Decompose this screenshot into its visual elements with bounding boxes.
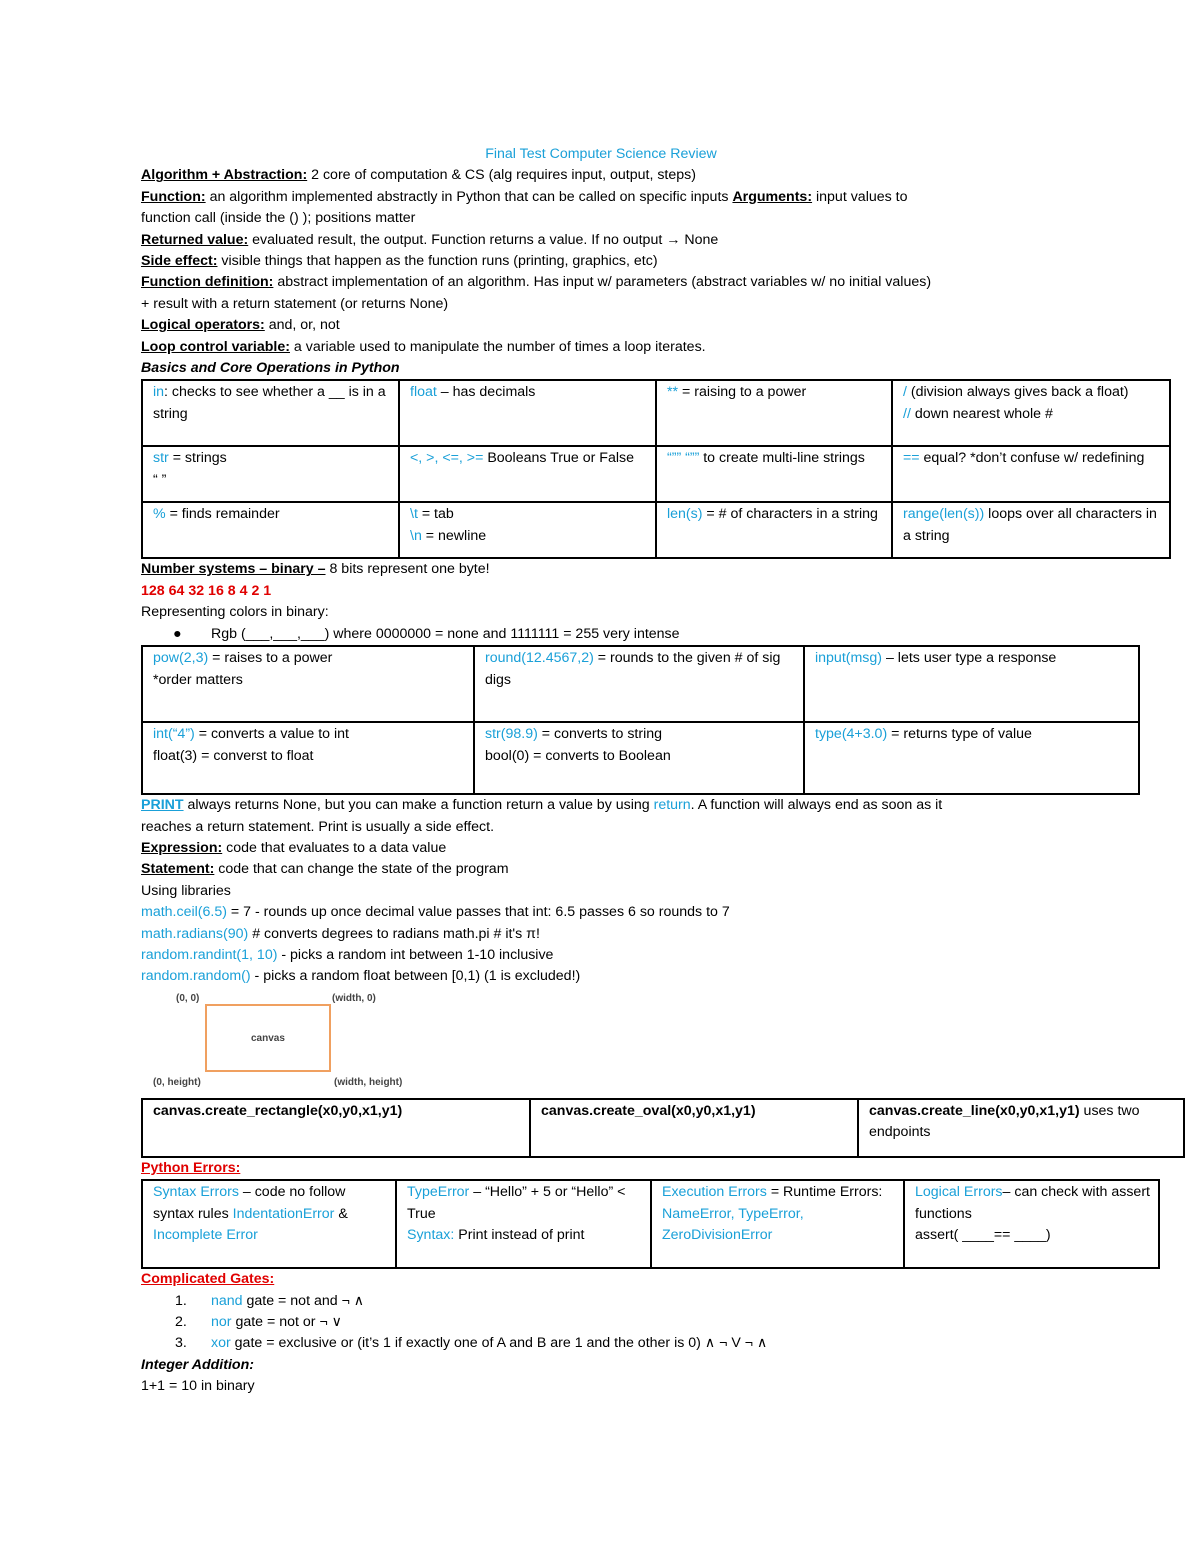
def-text: input values to xyxy=(812,188,908,205)
table-cell: type(4+3.0) = returns type of value xyxy=(804,722,1139,794)
def-returned xyxy=(141,230,1171,251)
list-item: 3. xor gate = exclusive or (it’s 1 if exactly one of A and B are 1 and the other is 0) ∧ ¬ V ¬ ∧ xyxy=(175,1335,768,1352)
def-fdef-cont: + result with a return statement (or returns None) xyxy=(141,295,449,312)
document-page xyxy=(141,144,1171,1398)
table-cell: int(“4”) = converts a value to int float(3) = converst to float xyxy=(142,722,474,794)
lib-line: math.ceil(6.5) = 7 - rounds up once decimal value passes that int: 6.5 passes 6 so rounds to 7 xyxy=(141,904,730,921)
functions-table xyxy=(141,645,1140,795)
table-cell: float – has decimals xyxy=(399,380,656,446)
def-text: visible things that happen as the function runs (printing, graphics, etc) xyxy=(217,253,658,270)
integer-addition-text: 1+1 = 10 in binary xyxy=(141,1378,255,1395)
def-text: and, or, not xyxy=(264,317,340,334)
canvas-label-bottom-right: (width, height) xyxy=(334,1076,403,1088)
table-cell: % = finds remainder xyxy=(142,502,399,558)
colors-binary: Representing colors in binary: xyxy=(141,604,329,621)
table-cell: input(msg) – lets user type a response xyxy=(804,646,1139,722)
table-cell: == equal? *don’t confuse w/ redefining xyxy=(892,446,1170,502)
table-cell: TypeError – “Hello” + 5 or “Hello” < True Syntax: Print instead of print xyxy=(396,1180,651,1268)
table-row xyxy=(142,646,1139,722)
term: Side effect: xyxy=(141,253,218,270)
table-cell: Logical Errors– can check with assert functions assert( ____== ____) xyxy=(904,1180,1159,1268)
print-paragraph-cont: reaches a return statement. Print is usually a side effect. xyxy=(141,818,495,835)
table-cell: str(98.9) = converts to string bool(0) = converts to Boolean xyxy=(474,722,804,794)
table-cell: round(12.4567,2) = rounds to the given # of sig digs xyxy=(474,646,804,722)
errors-heading: Python Errors: xyxy=(141,1159,241,1176)
def-algorithm xyxy=(141,165,1171,186)
table-cell: Execution Errors = Runtime Errors: NameError, TypeError, ZeroDivisionError xyxy=(651,1180,904,1268)
canvas-label-center: canvas xyxy=(251,1032,285,1044)
binary-bits: 128 64 32 16 8 4 2 1 xyxy=(141,582,272,599)
def-text: 2 core of computation & CS (alg requires input, output, steps) xyxy=(307,167,696,184)
table-row xyxy=(142,380,1170,446)
term: Loop control variable: xyxy=(141,338,290,355)
def-text: abstract implementation of an algorithm. Has input w/ parameters (abstract variables w/ no initial values) xyxy=(273,274,932,291)
table-cell: canvas.create_rectangle(x0,y0,x1,y1) xyxy=(142,1099,530,1157)
table-cell: canvas.create_line(x0,y0,x1,y1) uses two endpoints xyxy=(858,1099,1184,1157)
canvas-label-top-left: (0, 0) xyxy=(176,992,200,1004)
term: Returned value: xyxy=(141,231,249,248)
def-args-cont: function call (inside the () ); positions matter xyxy=(141,210,416,227)
gates-list xyxy=(141,1291,1171,1355)
list-item: ● Rgb (___,___,___) where 0000000 = none and 1111111 = 255 very intense xyxy=(141,624,1171,645)
page-title: Final Test Computer Science Review xyxy=(485,146,717,162)
print-paragraph: PRINT always returns None, but you can make a function return a value by using return. A function will always end as soon as it xyxy=(141,797,943,814)
errors-table xyxy=(141,1179,1160,1269)
canvas-methods-table xyxy=(141,1098,1185,1158)
def-expression: Expression: code that evaluates to a data value xyxy=(141,839,447,856)
number-systems: Number systems – binary – 8 bits represent one byte! xyxy=(141,561,490,578)
table-cell: pow(2,3) = raises to a power *order matters xyxy=(142,646,474,722)
table-cell: Syntax Errors – code no follow syntax rules IndentationError & Incomplete Error xyxy=(142,1180,396,1268)
table-cell: range(len(s)) loops over all characters in a string xyxy=(892,502,1170,558)
table-cell: / (division always gives back a float) // down nearest whole # xyxy=(892,380,1170,446)
term: Function: xyxy=(141,188,206,205)
table-row xyxy=(142,1180,1159,1268)
def-side-effect xyxy=(141,251,1171,272)
table-row xyxy=(142,502,1170,558)
table-cell: str = strings “ ” xyxy=(142,446,399,502)
table-cell: canvas.create_oval(x0,y0,x1,y1) xyxy=(530,1099,858,1157)
table-cell: in: checks to see whether a __ is in a string xyxy=(142,380,399,446)
lib-line: random.randint(1, 10) - picks a random int between 1-10 inclusive xyxy=(141,946,554,963)
table-row xyxy=(142,722,1139,794)
def-text: evaluated result, the output. Function returns a value. If no output → None xyxy=(248,231,719,248)
basics-heading: Basics and Core Operations in Python xyxy=(141,360,400,377)
canvas-diagram xyxy=(148,988,448,1098)
def-function-definition xyxy=(141,272,1171,293)
lib-line: random.random() - picks a random float between [0,1) (1 is excluded!) xyxy=(141,968,581,985)
table-cell: \t = tab \n = newline xyxy=(399,502,656,558)
lib-line: math.radians(90) # converts degrees to radians math.pi # it's π! xyxy=(141,925,540,942)
libraries-heading: Using libraries xyxy=(141,882,231,899)
def-text: an algorithm implemented abstractly in Python that can be called on specific inputs xyxy=(205,188,733,205)
table-cell: ** = raising to a power xyxy=(656,380,892,446)
gates-heading: Complicated Gates: xyxy=(141,1271,275,1288)
def-statement: Statement: code that can change the state of the program xyxy=(141,861,509,878)
table-cell: “”” “”” to create multi-line strings xyxy=(656,446,892,502)
basics-table xyxy=(141,379,1171,559)
def-text: a variable used to manipulate the number of times a loop iterates. xyxy=(289,338,706,355)
term: Algorithm + Abstraction: xyxy=(141,167,308,184)
table-row xyxy=(142,1099,1184,1157)
canvas-label-top-right: (width, 0) xyxy=(332,992,376,1004)
list-item: 1. nand gate = not and ¬ ∧ xyxy=(175,1292,365,1309)
term: Function definition: xyxy=(141,274,274,291)
table-cell: len(s) = # of characters in a string xyxy=(656,502,892,558)
table-cell: <, >, <=, >= Booleans True or False xyxy=(399,446,656,502)
integer-addition-heading: Integer Addition: xyxy=(141,1356,254,1373)
bullet-icon: ● xyxy=(173,625,182,642)
term: Logical operators: xyxy=(141,317,265,334)
table-row xyxy=(142,446,1170,502)
def-function xyxy=(141,187,1171,208)
def-loop xyxy=(141,337,1171,358)
term: Arguments: xyxy=(732,188,813,205)
canvas-label-bottom-left: (0, height) xyxy=(153,1076,201,1088)
list-item: 2. nor gate = not or ¬ ∨ xyxy=(175,1313,343,1330)
def-logical xyxy=(141,315,1171,336)
